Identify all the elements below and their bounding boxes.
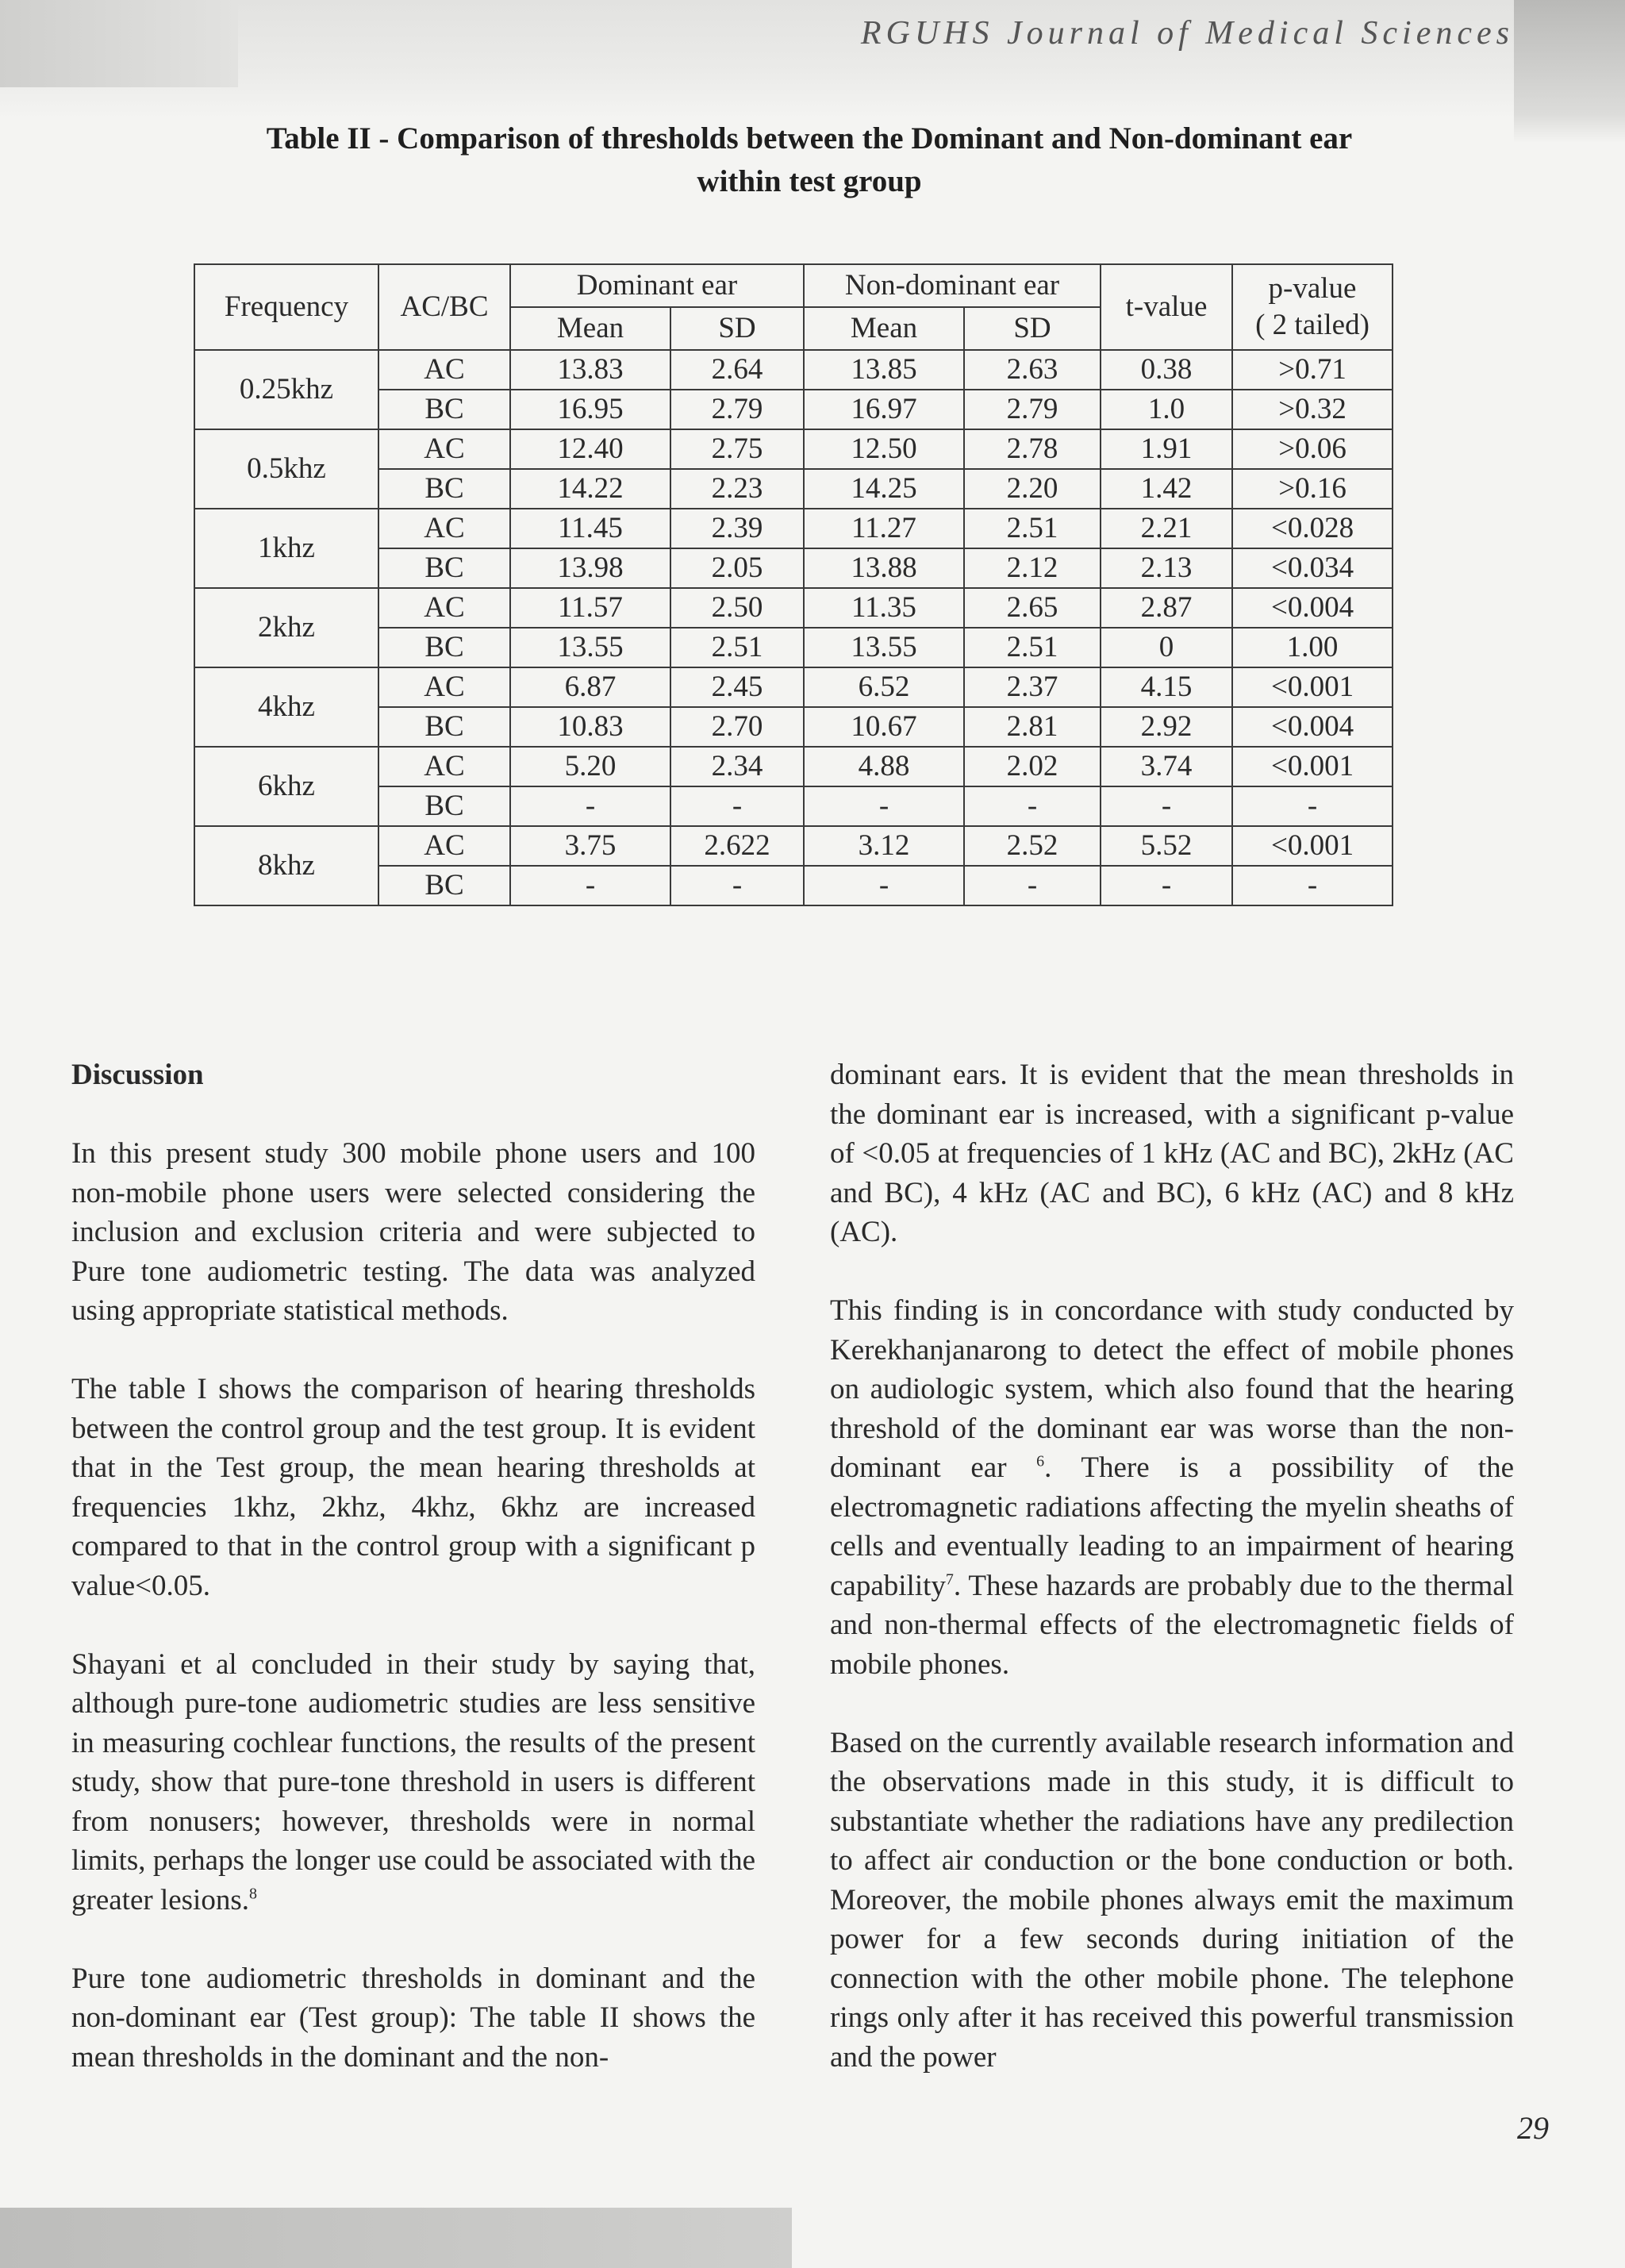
paragraph (71, 1645, 755, 1920)
cell-frequency: 4khz (194, 667, 378, 747)
cell-dominant-sd: 2.05 (670, 548, 804, 588)
cell-tvalue: 0 (1101, 628, 1232, 667)
cell-nondominant-sd: 2.51 (964, 628, 1101, 667)
cell-nondominant-mean: 16.97 (804, 390, 964, 429)
cell-acbc: BC (378, 469, 510, 509)
results-table-body (194, 350, 1393, 905)
cell-dominant-mean: 5.20 (510, 747, 670, 786)
cell-acbc: BC (378, 628, 510, 667)
cell-dominant-sd: 2.75 (670, 429, 804, 469)
table-row (194, 747, 1393, 786)
cell-pvalue: - (1232, 866, 1393, 905)
cell-tvalue: 2.21 (1101, 509, 1232, 548)
cell-tvalue: 2.92 (1101, 707, 1232, 747)
cell-dominant-mean: 14.22 (510, 469, 670, 509)
cell-dominant-mean: 3.75 (510, 826, 670, 866)
cell-dominant-mean: 6.87 (510, 667, 670, 707)
cell-nondominant-mean: 13.55 (804, 628, 964, 667)
cell-acbc: AC (378, 588, 510, 628)
cell-nondominant-mean: 4.88 (804, 747, 964, 786)
cell-acbc: BC (378, 390, 510, 429)
cell-nondominant-sd: 2.51 (964, 509, 1101, 548)
cell-nondominant-sd: 2.78 (964, 429, 1101, 469)
cell-dominant-mean: 16.95 (510, 390, 670, 429)
cell-pvalue: <0.004 (1232, 588, 1393, 628)
header-tvalue: t-value (1101, 264, 1232, 350)
cell-nondominant-sd: 2.52 (964, 826, 1101, 866)
cell-nondominant-sd: 2.65 (964, 588, 1101, 628)
cell-dominant-sd: 2.64 (670, 350, 804, 390)
cell-nondominant-mean: 10.67 (804, 707, 964, 747)
cell-frequency: 6khz (194, 747, 378, 826)
journal-title: RGUHS Journal of Medical Sciences (860, 15, 1514, 52)
right-column (830, 1055, 1514, 2116)
cell-pvalue: <0.001 (1232, 826, 1393, 866)
table-row (194, 350, 1393, 390)
cell-pvalue: <0.001 (1232, 747, 1393, 786)
cell-nondominant-mean: - (804, 786, 964, 826)
footer-band (0, 2208, 792, 2268)
cell-frequency: 0.25khz (194, 350, 378, 429)
cell-tvalue: 1.91 (1101, 429, 1232, 469)
cell-dominant-mean: 13.98 (510, 548, 670, 588)
paragraph: dominant ears. It is evident that the mean thresholds in the dominant ear is increased, with a significant p-value of <0.05 at frequencies of 1 kHz (AC and BC), 2kHz (AC and BC), 4 kHz (AC and BC), 6 kHz (AC) and 8 kHz (AC). (830, 1059, 1514, 1248)
cell-nondominant-mean: 6.52 (804, 667, 964, 707)
header-dominant-sd: SD (670, 307, 804, 350)
cell-acbc: BC (378, 548, 510, 588)
cell-tvalue: - (1101, 866, 1232, 905)
reference-superscript: 7 (945, 1570, 954, 1589)
cell-tvalue: 1.0 (1101, 390, 1232, 429)
cell-dominant-mean: 11.45 (510, 509, 670, 548)
cell-acbc: AC (378, 350, 510, 390)
cell-tvalue: 2.87 (1101, 588, 1232, 628)
cell-nondominant-mean: 11.35 (804, 588, 964, 628)
cell-dominant-sd: - (670, 786, 804, 826)
cell-frequency: 1khz (194, 509, 378, 588)
cell-dominant-sd: 2.51 (670, 628, 804, 667)
table-row (194, 826, 1393, 866)
cell-pvalue: >0.32 (1232, 390, 1393, 429)
cell-nondominant-mean: 3.12 (804, 826, 964, 866)
header-dominant-mean: Mean (510, 307, 670, 350)
cell-dominant-mean: 13.83 (510, 350, 670, 390)
page-number: 29 (1517, 2110, 1549, 2146)
table-row (194, 429, 1393, 469)
cell-tvalue: 0.38 (1101, 350, 1232, 390)
cell-dominant-mean: 13.55 (510, 628, 670, 667)
cell-tvalue: 3.74 (1101, 747, 1232, 786)
cell-acbc: BC (378, 786, 510, 826)
cell-tvalue: 1.42 (1101, 469, 1232, 509)
cell-nondominant-sd: 2.20 (964, 469, 1101, 509)
reference-superscript: 6 (1036, 1452, 1045, 1470)
cell-acbc: BC (378, 707, 510, 747)
cell-frequency: 8khz (194, 826, 378, 905)
cell-tvalue: - (1101, 786, 1232, 826)
cell-dominant-sd: - (670, 866, 804, 905)
left-column (71, 1055, 755, 2116)
header-nondominant-ear: Non-dominant ear (804, 264, 1101, 307)
paragraph: Pure tone audiometric thresholds in dominant and the non-dominant ear (Test group): The table II shows the mean thresholds in the dominant and the non- (71, 1962, 755, 2074)
cell-nondominant-mean: 14.25 (804, 469, 964, 509)
table-title (190, 117, 1428, 203)
cell-nondominant-mean: 13.88 (804, 548, 964, 588)
cell-dominant-mean: - (510, 786, 670, 826)
cell-tvalue: 4.15 (1101, 667, 1232, 707)
cell-acbc: AC (378, 429, 510, 469)
table-row (194, 667, 1393, 707)
cell-acbc: AC (378, 826, 510, 866)
cell-dominant-mean: - (510, 866, 670, 905)
cell-acbc: AC (378, 509, 510, 548)
cell-nondominant-mean: 11.27 (804, 509, 964, 548)
cell-dominant-sd: 2.50 (670, 588, 804, 628)
table-row (194, 509, 1393, 548)
discussion-heading: Discussion (71, 1059, 204, 1091)
cell-dominant-sd: 2.45 (670, 667, 804, 707)
cell-acbc: BC (378, 866, 510, 905)
cell-pvalue: >0.71 (1232, 350, 1393, 390)
cell-nondominant-sd: 2.02 (964, 747, 1101, 786)
cell-dominant-mean: 11.57 (510, 588, 670, 628)
cell-nondominant-sd: 2.37 (964, 667, 1101, 707)
cell-pvalue: 1.00 (1232, 628, 1393, 667)
cell-tvalue: 5.52 (1101, 826, 1232, 866)
header-pvalue-line1: p-value (1268, 272, 1357, 305)
paragraph: In this present study 300 mobile phone users and 100 non-mobile phone users were selected considering the inclusion and exclusion criteria and were subjected to Pure tone audiometric testing. The data was analyzed using appropriate statistical methods. (71, 1137, 755, 1327)
paragraph-text: Shayani et al concluded in their study by saying that, although pure-tone audiometric studies are less sensitive in measuring cochlear functions, the results of the present study, show that pure-tone threshold in users is different from nonusers; however, thresholds were in normal limits, perhaps the longer use could be associated with the greater lesions. (71, 1647, 755, 1916)
cell-nondominant-sd: 2.79 (964, 390, 1101, 429)
table-title-line-2: within test group (697, 164, 922, 198)
paragraph-text: . There is a possibility of the electromagnetic radiations affecting the myelin sheaths of cells and eventually leading to an impairment of hearing capability (830, 1451, 1515, 1602)
cell-dominant-mean: 10.83 (510, 707, 670, 747)
header-nondominant-sd: SD (964, 307, 1101, 350)
paragraph-text: This finding is in concordance with study conducted by Kerekhanjanarong to detect the effect of mobile phones on audiologic system, which also found that the hearing threshold of the dominant ear was worse than the non-dominant ear (830, 1294, 1514, 1484)
reference-superscript: 8 (248, 1885, 257, 1903)
cell-acbc: AC (378, 747, 510, 786)
cell-frequency: 0.5khz (194, 429, 378, 509)
cell-nondominant-mean: - (804, 866, 964, 905)
cell-dominant-mean: 12.40 (510, 429, 670, 469)
cell-nondominant-sd: - (964, 786, 1101, 826)
cell-acbc: AC (378, 667, 510, 707)
paragraph: Based on the currently available research information and the observations made in this study, it is difficult to substantiate whether the radiations have any predilection to affect air conduction or the bone conduction or both. Moreover, the mobile phones always emit the maximum power for a few seconds during initiation of the connection with the other mobile phone. The telephone rings only after it has received this powerful transmission and the power (830, 1726, 1514, 2074)
cell-dominant-sd: 2.79 (670, 390, 804, 429)
header-dominant-ear: Dominant ear (510, 264, 804, 307)
cell-pvalue: - (1232, 786, 1393, 826)
cell-tvalue: 2.13 (1101, 548, 1232, 588)
header-nondominant-mean: Mean (804, 307, 964, 350)
header-pvalue-line2: ( 2 tailed) (1255, 309, 1370, 341)
cell-nondominant-mean: 13.85 (804, 350, 964, 390)
cell-pvalue: >0.16 (1232, 469, 1393, 509)
cell-pvalue: <0.004 (1232, 707, 1393, 747)
header-right-shade (1514, 0, 1625, 143)
paragraph (830, 1291, 1514, 1684)
header-left-shade (0, 0, 238, 87)
header-frequency: Frequency (194, 264, 378, 350)
paragraph: The table I shows the comparison of hearing thresholds between the control group and the test group. It is evident that in the Test group, the mean hearing thresholds at frequencies 1khz, 2khz, 4khz, 6khz are increased compared to that in the control group with a significant p value<0.05. (71, 1373, 755, 1602)
table-row (194, 588, 1393, 628)
cell-nondominant-sd: 2.12 (964, 548, 1101, 588)
cell-pvalue: >0.06 (1232, 429, 1393, 469)
cell-dominant-sd: 2.34 (670, 747, 804, 786)
cell-frequency: 2khz (194, 588, 378, 667)
cell-nondominant-mean: 12.50 (804, 429, 964, 469)
header-acbc: AC/BC (378, 264, 510, 350)
cell-pvalue: <0.001 (1232, 667, 1393, 707)
cell-nondominant-sd: 2.63 (964, 350, 1101, 390)
cell-nondominant-sd: 2.81 (964, 707, 1101, 747)
cell-pvalue: <0.028 (1232, 509, 1393, 548)
cell-nondominant-sd: - (964, 866, 1101, 905)
cell-dominant-sd: 2.39 (670, 509, 804, 548)
cell-dominant-sd: 2.70 (670, 707, 804, 747)
cell-dominant-sd: 2.23 (670, 469, 804, 509)
table-title-line-1: Table II - Comparison of thresholds between the Dominant and Non-dominant ear (266, 121, 1353, 156)
header-pvalue (1232, 264, 1393, 350)
cell-pvalue: <0.034 (1232, 548, 1393, 588)
paragraph-text: . These hazards are probably due to the thermal and non-thermal effects of the electromagnetic fields of mobile phones. (830, 1569, 1514, 1681)
cell-dominant-sd: 2.622 (670, 826, 804, 866)
results-table (194, 263, 1393, 906)
